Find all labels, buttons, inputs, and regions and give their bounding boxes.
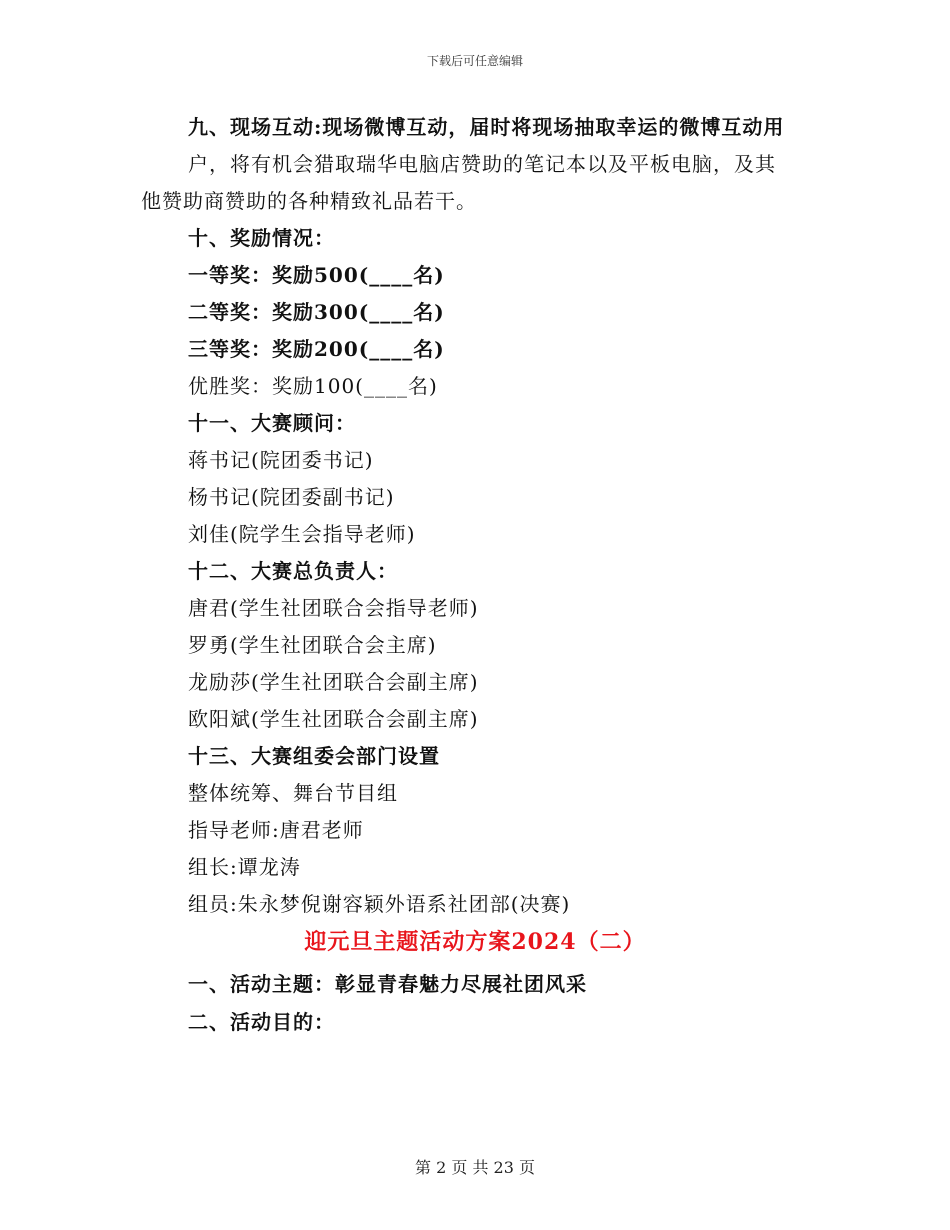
page-footer: 第 2 页 共 23 页 — [415, 1158, 535, 1177]
advisor-entry: 杨书记(院团委副书记) — [188, 485, 395, 509]
item-9-continuation: 户，将有机会猎取瑞华电脑店赞助的笔记本以及平板电脑，及其 — [188, 152, 776, 176]
prize-third: 三等奖：奖励200(____名) — [188, 337, 445, 361]
advisor-entry: 刘佳(院学生会指导老师) — [188, 522, 416, 546]
prize-merit: 优胜奖：奖励100(____名) — [188, 374, 438, 398]
prize-second: 二等奖：奖励300(____名) — [188, 300, 445, 324]
department-entry: 组员:朱永梦倪谢容颖外语系社团部(决赛) — [188, 892, 571, 916]
section-title: 迎元旦主题活动方案2024（二） — [304, 929, 646, 955]
leader-entry: 罗勇(学生社团联合会主席) — [188, 633, 437, 657]
item-11-heading: 十一、大赛顾问： — [188, 411, 356, 435]
department-entry: 指导老师:唐君老师 — [188, 818, 364, 842]
section2-item-2: 二、活动目的： — [188, 1010, 335, 1034]
section2-item-1: 一、活动主题：彰显青春魅力尽展社团风采 — [188, 972, 587, 996]
item-10-heading: 十、奖励情况： — [188, 226, 335, 250]
leader-entry: 唐君(学生社团联合会指导老师) — [188, 596, 479, 620]
prize-first: 一等奖：奖励500(____名) — [188, 263, 445, 287]
item-9-continuation: 他赞助商赞助的各种精致礼品若干。 — [141, 189, 477, 213]
item-12-heading: 十二、大赛总负责人： — [188, 559, 398, 583]
item-13-heading: 十三、大赛组委会部门设置 — [188, 744, 440, 768]
leader-entry: 欧阳斌(学生社团联合会副主席) — [188, 707, 479, 731]
leader-entry: 龙励莎(学生社团联合会副主席) — [188, 670, 479, 694]
department-entry: 整体统筹、舞台节目组 — [188, 781, 398, 805]
advisor-entry: 蒋书记(院团委书记) — [188, 448, 374, 472]
department-entry: 组长:谭龙涛 — [188, 855, 301, 879]
page-header: 下载后可任意编辑 — [426, 54, 523, 68]
item-9-heading: 九、现场互动:现场微博互动，届时将现场抽取幸运的微博互动用 — [188, 115, 785, 139]
